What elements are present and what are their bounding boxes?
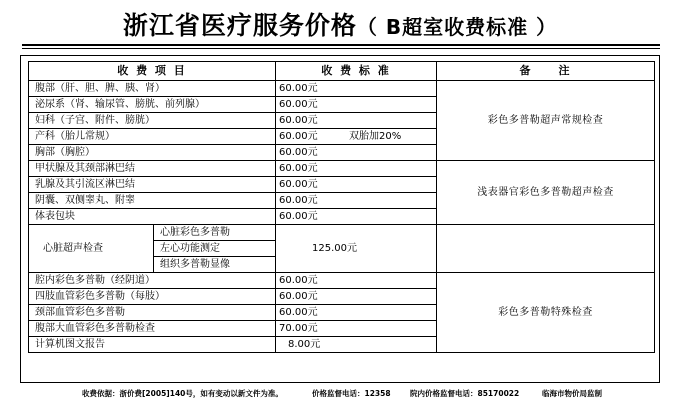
price-cell (276, 97, 437, 113)
price-cell (276, 337, 437, 353)
item-cell: 腔内彩色多普勒（经阴道） (29, 273, 276, 289)
title-subtitle: （ B超室收费标准 ） (356, 15, 558, 39)
price-cell (276, 177, 437, 193)
header-remark: 备 注 (437, 62, 655, 81)
price-value: 60.00元 (279, 275, 318, 286)
remark-group-1: 彩色多普勒超声常规检查 (437, 81, 655, 161)
item-cell: 产科（胎儿常规） (29, 129, 276, 145)
remark-group-3: 彩色多普勒特殊检查 (437, 273, 655, 353)
price-value: 60.00元 (279, 83, 318, 94)
price-cell (276, 321, 437, 337)
table-row (29, 81, 655, 97)
item-cell: 体表包块 (29, 209, 276, 225)
price-value: 70.00元 (279, 323, 318, 334)
page-title (0, 6, 680, 42)
table-row (29, 273, 655, 289)
price-cell (276, 289, 437, 305)
price-cell (276, 113, 437, 129)
price-value: 60.00元 (279, 195, 318, 206)
footer-bureau: 临海市物价局监制 (542, 389, 602, 398)
title-underline-thin (22, 48, 660, 49)
footer-internal-hotline: 院内价格监督电话：85170022 (410, 389, 520, 398)
table-row (29, 161, 655, 177)
header-price: 收 费 标 准 (276, 62, 437, 81)
price-value: 60.00元 (279, 211, 318, 222)
price-extra-note: 双胎加20% (349, 131, 402, 142)
price-cell (276, 305, 437, 321)
header-item: 收 费 项 目 (29, 62, 276, 81)
title-main: 浙江省医疗服务价格 (122, 11, 357, 40)
price-value: 60.00元 (279, 99, 318, 110)
item-cell: 计算机图文报告 (29, 337, 276, 353)
price-value: 8.00元 (288, 339, 321, 350)
price-value: 60.00元 (279, 291, 318, 302)
price-value: 60.00元 (279, 131, 318, 142)
heart-subitem: 组织多普勒显像 (154, 257, 276, 273)
item-cell: 腹部（肝、胆、脾、胰、肾） (29, 81, 276, 97)
price-cell (276, 129, 437, 145)
price-value: 60.00元 (279, 147, 318, 158)
item-cell: 泌尿系（肾、输尿管、膀胱、前列腺） (29, 97, 276, 113)
price-cell (276, 145, 437, 161)
price-value: 60.00元 (279, 179, 318, 190)
heart-exam-cell: 心脏超声检查 (29, 225, 154, 273)
footer-basis: 收费依据：浙价费[2005]140号，如有变动以新文件为准。 (82, 389, 283, 398)
price-cell (276, 209, 437, 225)
table-row-heart (29, 225, 655, 241)
heart-subitem: 左心功能测定 (154, 241, 276, 257)
price-cell (276, 161, 437, 177)
item-cell: 颈部血管彩色多普勒 (29, 305, 276, 321)
item-cell: 四肢血管彩色多普勒（每肢） (29, 289, 276, 305)
footer-hotline: 价格监督电话：12358 (312, 389, 391, 398)
price-value: 60.00元 (279, 163, 318, 174)
remark-heart-empty (437, 225, 655, 273)
item-cell: 甲状腺及其颈部淋巴结 (29, 161, 276, 177)
item-cell: 阴囊、双侧睾丸、附睾 (29, 193, 276, 209)
price-table (28, 61, 655, 353)
heart-subitem: 心脏彩色多普勒 (154, 225, 276, 241)
item-cell: 乳腺及其引流区淋巴结 (29, 177, 276, 193)
price-cell (276, 81, 437, 97)
footer (0, 388, 680, 402)
title-underline (22, 44, 660, 46)
item-cell: 腹部大血管彩色多普勒检查 (29, 321, 276, 337)
item-cell: 妇科（子宫、附件、膀胱） (29, 113, 276, 129)
remark-group-2: 浅表器官彩色多普勒超声检查 (437, 161, 655, 225)
price-cell (276, 273, 437, 289)
heart-price-cell: 125.00元 (276, 225, 437, 273)
price-cell (276, 193, 437, 209)
table-header-row (29, 62, 655, 81)
item-cell: 胸部（胸腔） (29, 145, 276, 161)
price-value: 60.00元 (279, 115, 318, 126)
price-value: 60.00元 (279, 307, 318, 318)
